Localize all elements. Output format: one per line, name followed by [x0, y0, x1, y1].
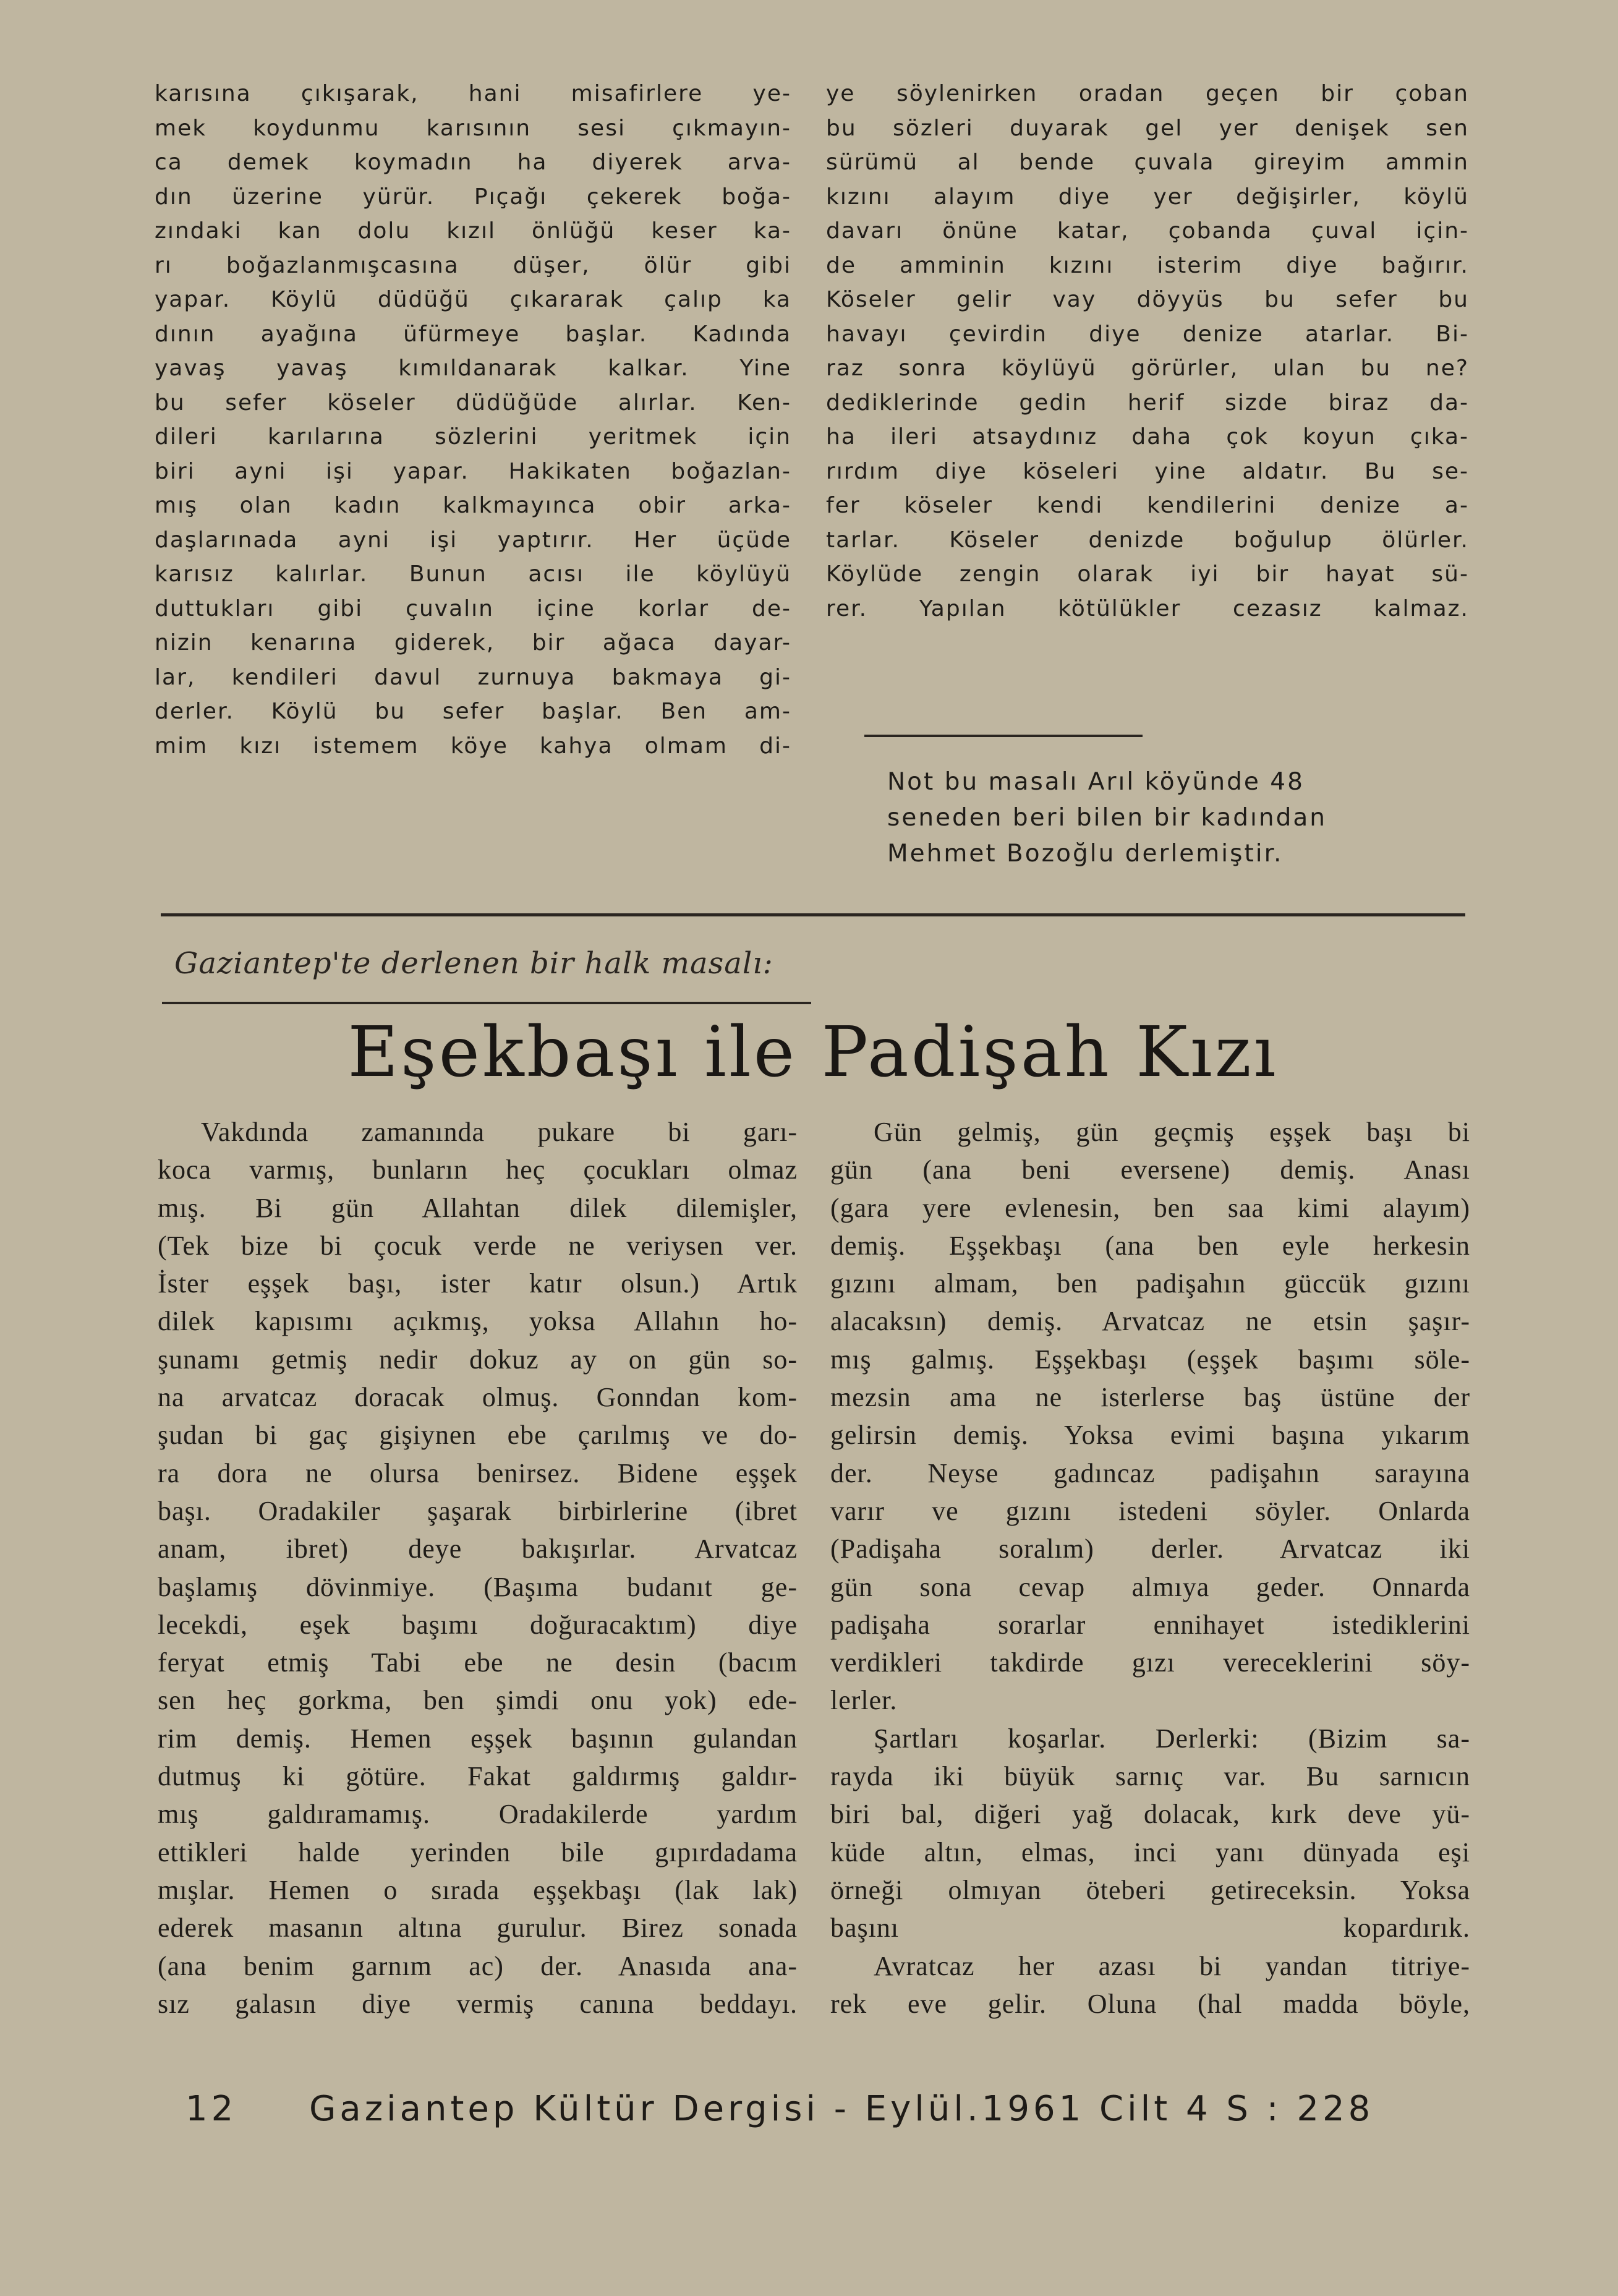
text-line: küde altın, elmas, inci yanı dünyada eşi	[830, 1837, 1470, 1867]
text-line: rek eve gelir. Oluna (hal madda böyle,	[830, 1988, 1470, 2019]
text-line: lerler.	[830, 1685, 898, 1716]
text-line: gızını almam, ben padişahın güccük gızını	[830, 1268, 1470, 1299]
text-line: biri bal, diğeri yağ dolacak, kırk deve yü-	[830, 1799, 1470, 1830]
text-line: rı boğazlanmışcasına düşer, ölür gibi	[155, 252, 791, 278]
text-line: der. Neyse gadıncaz padişahın sarayına	[830, 1457, 1470, 1488]
text-line: varır ve gızını istedeni söyler. Onlarda	[830, 1495, 1470, 1526]
article-right-column	[830, 1113, 1470, 2023]
text-line: yapar. Köylü düdüğü çıkararak çalıp ka	[155, 287, 791, 312]
text-line: tarlar. Köseler denizde boğulup ölürler.	[826, 527, 1469, 553]
text-line: ye söylenirken oradan geçen bir çoban	[826, 81, 1469, 106]
text-line: rim demiş. Hemen eşşek başının gulandan	[158, 1723, 798, 1754]
top-left-column	[155, 77, 791, 763]
text-line: padişaha sorarlar ennihayet istediklerini	[830, 1609, 1470, 1640]
text-line: fer köseler kendi kendilerini denize a-	[826, 493, 1469, 518]
text-line: başı. Oradakiler şaşarak birbirlerine (ibret	[158, 1495, 798, 1526]
text-line: dilek kapısımı açıkmış, yoksa Allahın ho-	[158, 1306, 798, 1337]
text-line: şudan bi gaç gişiynen ebe çarılmış ve do-	[158, 1420, 798, 1451]
text-line: ettikleri halde yerinden bile gıpırdadama	[158, 1837, 798, 1867]
text-line: seneden beri bilen bir kadından	[887, 804, 1327, 832]
text-line: ca demek koymadın ha diyerek arva-	[155, 150, 791, 175]
text-line: karısız kalırlar. Bunun acısı ile köylüyü	[155, 561, 791, 587]
text-line: mezsin ama ne isterlerse baş üstüne der	[830, 1382, 1470, 1413]
text-line: yavaş yavaş kımıldanarak kalkar. Yine	[155, 356, 791, 381]
text-line: sen heç gorkma, ben şimdi onu yok) ede-	[158, 1685, 798, 1716]
text-line: mış galdıramamış. Oradakilerde yardım	[158, 1799, 798, 1830]
text-line: davarı önüne katar, çobanda çuval için-	[826, 218, 1469, 244]
text-line: kızını alayım diye yer değişirler, köylü	[826, 184, 1469, 210]
text-line: karısına çıkışarak, hani misafirlere ye-	[155, 81, 791, 106]
text-line: mış galmış. Eşşekbaşı (eşşek başımı söle-	[830, 1344, 1470, 1375]
text-line: derler. Köylü bu sefer başlar. Ben am-	[155, 699, 791, 724]
text-line: gelirsin demiş. Yoksa evimi başına yıkarım	[830, 1420, 1470, 1451]
text-line: Köseler gelir vay döyyüs bu sefer bu	[826, 287, 1469, 312]
text-line: koca varmış, bunların heç çocukları olmaz	[158, 1154, 798, 1185]
text-line: Şartları koşarlar. Derlerki: (Bizim sa-	[874, 1723, 1470, 1754]
text-line: biri ayni işi yapar. Hakikaten boğazlan-	[155, 458, 791, 484]
journal-info: Gaziantep Kültür Dergisi - Eylül.1961 Cilt 4 S : 228	[309, 2089, 1374, 2129]
text-line: Vakdında zamanında pukare bi garı-	[201, 1117, 798, 1147]
text-line: dediklerinde gedin herif sizde biraz da-	[826, 390, 1469, 416]
section-divider	[161, 913, 1465, 916]
text-line: demiş. Eşşekbaşı (ana ben eyle herkesin	[830, 1230, 1470, 1261]
text-line: raz sonra köylüyü görürler, ulan bu ne?	[826, 356, 1469, 381]
text-line: gün sona cevap almıya geder. Onnarda	[830, 1571, 1470, 1602]
text-line: anam, ibret) deye bakışırlar. Arvatcaz	[158, 1534, 798, 1564]
text-line: örneği olmıyan öteberi getireceksin. Yoksa	[830, 1874, 1470, 1905]
article-left-column	[158, 1113, 798, 2023]
text-line: dileri karılarına sözlerini yeritmek için	[155, 424, 791, 450]
text-line: gün (ana beni eversene) demiş. Anası	[830, 1154, 1470, 1185]
text-line: bu sefer köseler düdüğüde alırlar. Ken-	[155, 390, 791, 416]
top-right-column	[826, 77, 1469, 626]
text-line: İster eşşek başı, ister katır olsun.) Artık	[158, 1268, 798, 1299]
text-line: zındaki kan dolu kızıl önlüğü keser ka-	[155, 218, 791, 244]
text-line: na arvatcaz doracak olmuş. Gonndan kom-	[158, 1382, 798, 1413]
text-line: havayı çevirdin diye denize atarlar. Bi-	[826, 321, 1469, 347]
note-divider	[864, 735, 1143, 737]
text-line: Mehmet Bozoğlu derlemiştir.	[887, 840, 1284, 868]
text-line: mış. Bi gün Allahtan dilek dilemişler,	[158, 1192, 798, 1223]
page-number: 12	[185, 2089, 237, 2129]
text-line: feryat etmiş Tabi ebe ne desin (bacım	[158, 1647, 798, 1678]
text-line: de amminin kızını isterim diye bağırır.	[826, 252, 1469, 278]
collector-note	[887, 764, 1394, 872]
text-line: (ana benim garnım ac) der. Anasıda ana-	[158, 1950, 798, 1981]
text-line: (Padişaha soralım) derler. Arvatcaz iki	[830, 1534, 1470, 1564]
text-line: dutmuş ki götüre. Fakat galdırmış galdır-	[158, 1761, 798, 1792]
text-line: Köylüde zengin olarak iyi bir hayat sü-	[826, 561, 1469, 587]
text-line: Not bu masalı Arıl köyünde 48	[887, 768, 1305, 796]
text-line: başını kopardırık.	[830, 1913, 1470, 1944]
text-line: rayda iki büyük sarnıç var. Bu sarnıcın	[830, 1761, 1470, 1792]
text-line: nizin kenarına giderek, bir ağaca dayar-	[155, 630, 791, 655]
text-line: (gara yere evlenesin, ben saa kimi alayım)	[830, 1192, 1470, 1223]
text-line: lar, kendileri davul zurnuya bakmaya gi-	[155, 664, 791, 690]
text-line: dın üzerine yürür. Pıçağı çekerek boğa-	[155, 184, 791, 210]
text-line: duttukları gibi çuvalın içine korlar de-	[155, 595, 791, 621]
text-line: dının ayağına üfürmeye başlar. Kadında	[155, 321, 791, 347]
text-line: ra dora ne olursa benirsez. Bidene eşşek	[158, 1457, 798, 1488]
text-line: ederek masanın altına gurulur. Birez sonada	[158, 1913, 798, 1944]
text-line: mışlar. Hemen o sırada eşşekbaşı (lak lak)	[158, 1874, 798, 1905]
text-line: bu sözleri duyarak gel yer denişek sen	[826, 115, 1469, 141]
text-line: verdikleri takdirde gızı vereceklerini söy-	[830, 1647, 1470, 1678]
text-line: sürümü al bende çuvala gireyim ammin	[826, 150, 1469, 175]
text-line: Gün gelmiş, gün geçmiş eşşek başı bi	[874, 1117, 1470, 1147]
text-line: mış olan kadın kalkmayınca obir arka-	[155, 493, 791, 518]
text-line: alacaksın) demiş. Arvatcaz ne etsin şaşır-	[830, 1306, 1470, 1337]
page-footer	[185, 2089, 1459, 2129]
text-line: (Tek bize bi çocuk verde ne veriysen ver.	[158, 1230, 798, 1261]
article-kicker: Gaziantep'te derlenen bir halk masalı:	[174, 946, 773, 981]
text-line: ha ileri atsaydınız daha çok koyun çıka-	[826, 424, 1469, 450]
article-title: Eşekbaşı ile Padişah Kızı	[347, 1012, 1279, 1093]
text-line: mim kızı istemem köye kahya olmam di-	[155, 733, 791, 759]
text-line: lecekdi, eşek başımı doğuracaktım) diye	[158, 1609, 798, 1640]
text-line: Avratcaz her azası bi yandan titriye-	[874, 1950, 1470, 1981]
text-line: rer. Yapılan kötülükler cezasız kalmaz.	[826, 595, 1469, 621]
text-line: mek koydunmu karısının sesi çıkmayın-	[155, 115, 791, 141]
text-line: sız galasın diye vermiş canına beddayı.	[158, 1988, 798, 2019]
text-line: daşlarınada ayni işi yaptırır. Her üçüde	[155, 527, 791, 553]
text-line: başlamış dövinmiye. (Başıma budanıt ge-	[158, 1571, 798, 1602]
text-line: rırdım diye köseleri yine aldatır. Bu se-	[826, 458, 1469, 484]
text-line: şunamı getmiş nedir dokuz ay on gün so-	[158, 1344, 798, 1375]
